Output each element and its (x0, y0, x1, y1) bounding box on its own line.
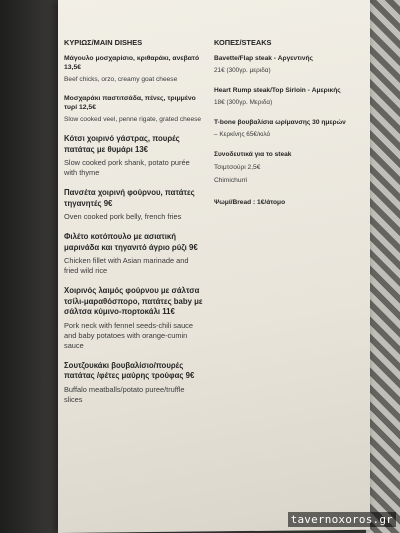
steaks-header: ΚΟΠΕΣ/STEAKS (214, 38, 272, 47)
dish-title: Μάγουλο μοσχαρίσιο, κριθαράκι, ανεβατό 13,5€ (64, 55, 200, 71)
dish-title: Χοιρινός λαιμός φούρνου με σάλτσα τσίλι-μαραθόσπορο, πατάτες baby με σάλτσα κύμινο-πορτοκάλι 11€ (64, 286, 203, 316)
dish-description: Pork neck with fennel seeds-chili sauce and baby potatoes with orange-cumin sauce (64, 320, 193, 350)
dish-description: Slow cooked pork shank, potato purée with thyme (64, 158, 190, 177)
side-item: Chimichurri (214, 177, 248, 184)
steak-title: T-bone βουβαλίσια ωρίμανσης 30 ημερών (214, 119, 346, 126)
steak-price: 21€ (300γρ. μεριδα) (214, 67, 271, 74)
dish-item (64, 94, 204, 124)
steak-title: Bavette/Flap steak - Αργεντινής (214, 55, 313, 62)
site-watermark: tavernoxoros.gr (288, 512, 396, 527)
main-dishes-column (64, 38, 204, 415)
bread-price: Ψωμί/Bread : 1€/άτομο (214, 199, 286, 206)
steak-price: 18€ (300γρ. Μεριδα) (214, 99, 273, 106)
dish-description: Oven cooked pork belly, french fries (64, 212, 182, 221)
steak-title: Heart Rump steak/Top Sirloin - Αμερικής (214, 87, 341, 94)
dish-title: Πανσέτα χοιρινή φούρνου, πατάτες τηγανητές 9€ (64, 188, 195, 208)
dish-description: Buffalo meatballs/potato puree/truffle slices (64, 384, 185, 404)
dish-description: Beef chicks, orzo, creamy goat cheese (64, 76, 178, 83)
steaks-column (214, 38, 350, 206)
dish-title: Κότσι χοιρινό γάστρας, πουρές πατάτας με θυμάρι 13€ (64, 134, 180, 154)
steak-price: – Κερκίνης 65€/κιλό (214, 131, 271, 138)
dish-item (64, 188, 204, 222)
dish-item (64, 134, 204, 178)
dish-item (64, 54, 204, 84)
dish-item (64, 232, 204, 276)
dish-item (64, 286, 204, 351)
steak-item (214, 118, 350, 139)
steak-item (214, 86, 350, 107)
dish-title: Φιλέτο κοτόπουλο με ασιατική μαρινάδα και τηγανιτό άγριο ρύζι 9€ (64, 232, 198, 252)
steak-item (214, 54, 350, 75)
side-item: Τσιμτσούρι 2,5€ (214, 164, 261, 171)
dish-title: Μοσχαράκι παστιτσάδα, πένες, τριμμένο τυρί 12,5€ (64, 95, 196, 111)
dish-description: Chicken fillet with Asian marinade and fried wild rice (64, 256, 189, 275)
dish-description: Slow cooked veel, penne rigate, grated cheese (64, 116, 202, 123)
main-dishes-header: ΚΥΡΙΩΣ/MAIN DISHES (64, 38, 143, 47)
dish-title: Σουτζουκάκι βουβαλίσιο/πουρές πατάτας /φέτες μαύρης τρούφας 9€ (64, 360, 195, 380)
dish-item (64, 361, 204, 405)
patterned-fabric (366, 0, 400, 533)
sides-header: Συνοδευτικά για το steak (214, 151, 292, 158)
